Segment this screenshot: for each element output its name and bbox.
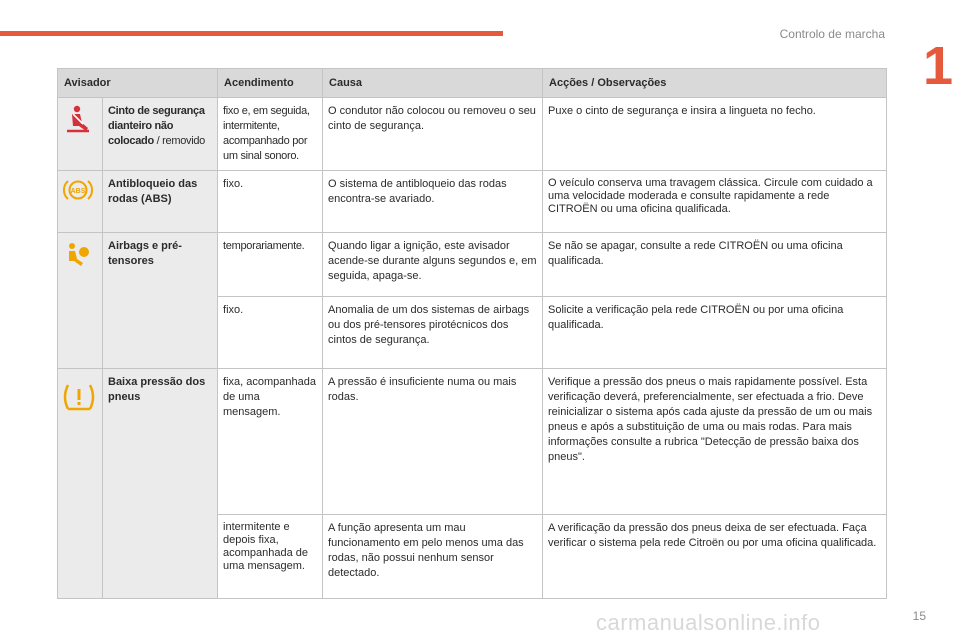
airbag-on-2: fixo. <box>218 297 323 369</box>
abs-warning-icon <box>63 177 93 208</box>
chapter-number: 1 <box>922 36 954 96</box>
airbag-cause-1: Quando ligar a ignição, este avisador acende-se durante alguns segundos e, em seguida, apaga-se. <box>323 233 543 297</box>
table-row <box>58 98 887 171</box>
col-header-warning: Avisador <box>58 69 218 98</box>
seatbelt-on: fixo e, em seguida, intermitente, acompanhado por um sinal sonoro. <box>218 98 323 171</box>
svg-text:ABS: ABS <box>70 188 86 195</box>
tyre-action-1: Verifique a pressão dos pneus o mais rapidamente possível. Esta verificação deverá, preferencialmente, ser efectuada a frio. Deve reinicializar o sistema após cada ajuste da pressão de um ou mais pneus e após a substituição de uma ou mais rodas. Para mais informações consulte a rubrica "Detecção de pressão baixa dos pneus". <box>543 369 887 515</box>
table-header-row <box>58 69 887 98</box>
airbag-action-1: Se não se apagar, consulte a rede CITROËN ou uma oficina qualificada. <box>543 233 887 297</box>
tyre-on-1: fixa, acompanhada de uma mensagem. <box>218 369 323 515</box>
airbag-on-1: temporariamente. <box>218 233 323 297</box>
airbag-action-2: Solicite a verificação pela rede CITROËN ou por uma oficina qualificada. <box>543 297 887 369</box>
abs-cause: O sistema de antibloqueio das rodas encontra-se avariado. <box>323 171 543 233</box>
seatbelt-name-rest: / removido <box>153 135 205 147</box>
abs-name: Antibloqueio das rodas (ABS) <box>103 171 218 233</box>
table-row <box>58 171 887 233</box>
header-accent-bar <box>0 31 503 36</box>
page-number: 15 <box>912 609 926 623</box>
seatbelt-cause: O condutor não colocou ou removeu o seu cinto de segurança. <box>323 98 543 171</box>
table-row <box>58 369 887 515</box>
abs-action: O veículo conserva uma travagem clássica. Circule com cuidado a uma velocidade moderada e consulte rapidamente a rede CITROËN ou uma oficina qualificada. <box>543 171 887 233</box>
airbag-cause-2: Anomalia de um dos sistemas de airbags ou dos pré-tensores pirotécnicos dos cintos de segurança. <box>323 297 543 369</box>
warning-lights-table <box>57 68 887 599</box>
seatbelt-icon-cell <box>58 98 103 171</box>
tyre-icon-cell <box>58 369 103 599</box>
abs-icon-cell <box>58 171 103 233</box>
airbag-icon-cell <box>58 233 103 369</box>
watermark: carmanualsonline.info <box>596 610 821 635</box>
tyre-on-2: intermitente e depois fixa, acompanhada de uma mensagem. <box>218 515 323 599</box>
section-title: Controlo de marcha <box>779 27 885 41</box>
seatbelt-action: Puxe o cinto de segurança e insira a lingueta no fecho. <box>543 98 887 171</box>
tyre-cause-1: A pressão é insuficiente numa ou mais rodas. <box>323 369 543 515</box>
seatbelt-name-bold: Cinto de segurança dianteiro não colocado <box>108 105 205 147</box>
tyre-action-2: A verificação da pressão dos pneus deixa de ser efectuada. Faça verificar o sistema pela rede Citroën ou por uma oficina qualificada. <box>543 515 887 599</box>
airbag-warning-icon <box>63 239 93 274</box>
table-row <box>58 233 887 297</box>
col-header-on: Acendimento <box>218 69 323 98</box>
col-header-actions: Acções / Observações <box>543 69 887 98</box>
tyre-cause-2: A função apresenta um mau funcionamento em pelo menos uma das rodas, não possui nenhum sensor detectado. <box>323 515 543 599</box>
abs-on: fixo. <box>218 171 323 233</box>
tyre-pressure-warning-icon <box>63 381 95 418</box>
seatbelt-warning-icon <box>63 104 93 139</box>
airbag-name: Airbags e pré-tensores <box>103 233 218 369</box>
tyre-name: Baixa pressão dos pneus <box>103 369 218 599</box>
col-header-cause: Causa <box>323 69 543 98</box>
warning-name <box>103 98 218 171</box>
